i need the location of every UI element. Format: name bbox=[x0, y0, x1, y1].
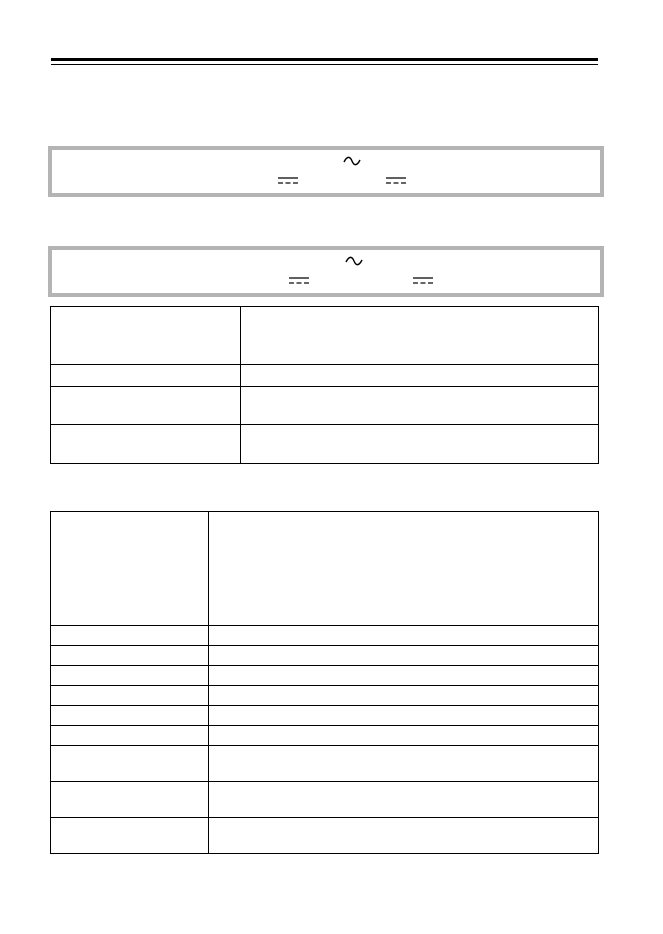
table-row bbox=[51, 425, 599, 464]
table-cell-value bbox=[209, 726, 599, 746]
table-cell-label bbox=[51, 666, 209, 686]
table-cell-label bbox=[51, 726, 209, 746]
spec-table-2 bbox=[50, 511, 599, 854]
table-cell-value bbox=[209, 626, 599, 646]
table-row bbox=[51, 726, 599, 746]
table-cell-label bbox=[51, 307, 241, 365]
table-cell-label bbox=[51, 387, 241, 425]
table-cell-label bbox=[51, 782, 209, 818]
table-cell-value bbox=[241, 365, 599, 387]
table-cell-label bbox=[51, 512, 209, 626]
dc-current-icon bbox=[386, 177, 406, 185]
table-cell-value bbox=[209, 512, 599, 626]
table-row bbox=[51, 387, 599, 425]
table-cell-label bbox=[51, 365, 241, 387]
power-rating-box-2 bbox=[48, 246, 604, 297]
table-cell-value bbox=[209, 782, 599, 818]
table-cell-label bbox=[51, 686, 209, 706]
dc-current-icon bbox=[413, 277, 433, 285]
table-cell-label bbox=[51, 818, 209, 854]
power-rating-box-1 bbox=[48, 146, 604, 197]
ac-sine-wave-icon bbox=[343, 156, 361, 166]
table-cell-label bbox=[51, 626, 209, 646]
header-rule-thin bbox=[51, 64, 598, 65]
table-cell-label bbox=[51, 706, 209, 726]
table-row bbox=[51, 646, 599, 666]
table-row bbox=[51, 666, 599, 686]
table-cell-value bbox=[241, 387, 599, 425]
table-cell-value bbox=[241, 425, 599, 464]
table-cell-value bbox=[209, 646, 599, 666]
table-cell-value bbox=[241, 307, 599, 365]
table-row bbox=[51, 365, 599, 387]
table-row bbox=[51, 818, 599, 854]
table-row bbox=[51, 512, 599, 626]
table-row bbox=[51, 626, 599, 646]
table-row bbox=[51, 307, 599, 365]
table-cell-value bbox=[209, 818, 599, 854]
ac-sine-wave-icon bbox=[345, 256, 363, 266]
table-cell-value bbox=[209, 746, 599, 782]
table-row bbox=[51, 686, 599, 706]
table-row bbox=[51, 706, 599, 726]
header-rule-thick bbox=[51, 58, 598, 61]
table-cell-label bbox=[51, 646, 209, 666]
table-cell-value bbox=[209, 666, 599, 686]
table-cell-label bbox=[51, 746, 209, 782]
table-cell-label bbox=[51, 425, 241, 464]
table-cell-value bbox=[209, 706, 599, 726]
table-row bbox=[51, 746, 599, 782]
dc-current-icon bbox=[278, 177, 298, 185]
table-cell-value bbox=[209, 686, 599, 706]
spec-table-1 bbox=[50, 306, 599, 464]
dc-current-icon bbox=[289, 277, 309, 285]
table-row bbox=[51, 782, 599, 818]
